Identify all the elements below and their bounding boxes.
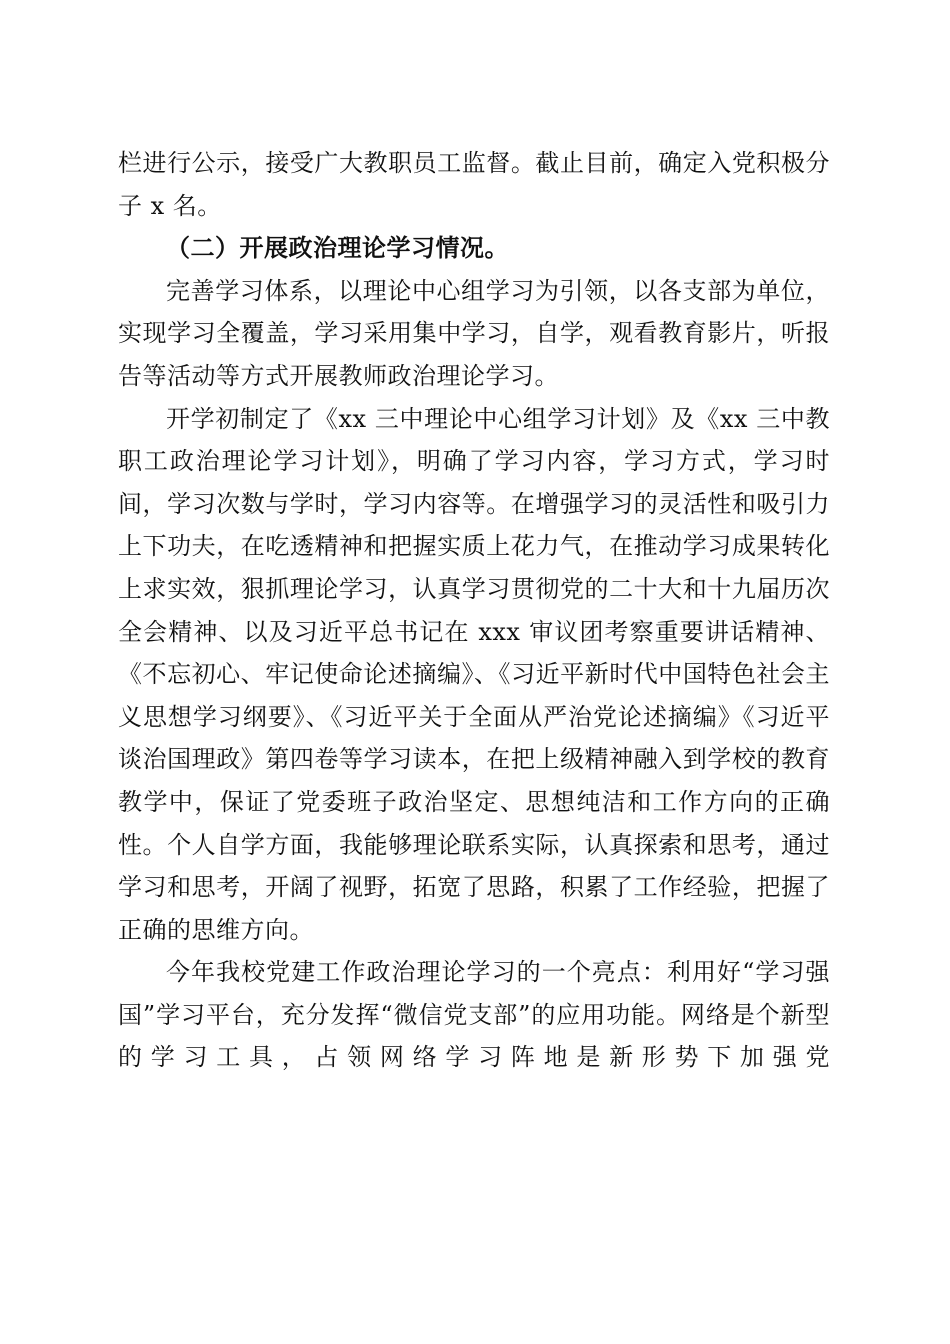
document-page [118, 142, 830, 1079]
paragraph-continuation: 栏进行公示，接受广大教职员工监督。截止目前，确定入党积极分子 x 名。 [118, 149, 830, 220]
paragraph-study-system: 完善学习体系，以理论中心组学习为引领，以各支部为单位，实现学习全覆盖，学习采用集中学习，自学，观看教育影片，听报告等活动等方式开展教师政治理论学习。 [118, 276, 830, 390]
section-heading: （二）开展政治理论学习情况。 [166, 233, 509, 263]
paragraph-highlight: 今年我校党建工作政治理论学习的一个亮点：利用好“学习强国”学习平台，充分发挥“微信党支部”的应用功能。网络是个新型的学习工具，占领网络学习阵地是新形势下加强党 [118, 958, 830, 1072]
paragraph-study-plan: 开学初制定了《xx 三中理论中心组学习计划》及《xx 三中教职工政治理论学习计划》，明确了学习内容，学习方式，学习时间，学习次数与学时，学习内容等。在增强学习的灵活性和吸引力上下功夫，在吃透精神和把握实质上花力气，在推动学习成果转化上求实效，狠抓理论学习，认真学习贯彻党的二十大和十九届历次全会精神、以及习近平总书记在 xxx 审议团考察重要讲话精神、《不忘初心、牢记使命论述摘编》、《习近平新时代中国特色社会主义思想学习纲要》、《习近平关于全面从严治党论述摘编》《习近平谈治国理政》第四卷等学习读本，在把上级精神融入到学校的教育教学中，保证了党委班子政治坚定、思想纯洁和工作方向的正确性。个人自学方面，我能够理论联系实际，认真探索和思考，通过学习和思考，开阔了视野，拓宽了思路，积累了工作经验，把握了正确的思维方向。 [118, 404, 830, 944]
